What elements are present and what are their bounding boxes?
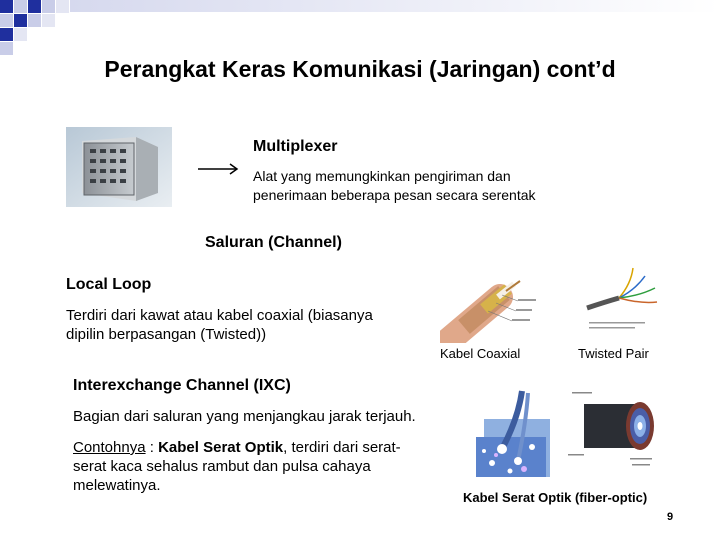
multiplexer-image	[66, 127, 172, 207]
channel-heading: Saluran (Channel)	[205, 234, 342, 251]
local-loop-heading: Local Loop	[66, 276, 152, 293]
twisted-pair-caption: Twisted Pair	[578, 346, 649, 361]
ixc-description: Bagian dari saluran yang menjangkau jarak terjauh.	[73, 408, 416, 425]
multiplexer-heading: Multiplexer	[253, 138, 338, 155]
coaxial-cable-image	[440, 279, 540, 343]
page-number: 9	[667, 511, 674, 523]
example-bold: Kabel Serat Optik	[158, 439, 284, 456]
ixc-example: Contohnya : Kabel Serat Optik, terdiri dari serat- serat kaca sehalus rambut dan pulsa cahaya melewatinya.	[73, 439, 401, 494]
fiber-optic-caption: Kabel Serat Optik (fiber-optic)	[463, 490, 648, 505]
coaxial-caption: Kabel Coaxial	[440, 346, 521, 361]
twisted-pair-image	[585, 262, 663, 334]
fiber-optic-layers-image	[566, 388, 660, 474]
header-gradient-bar	[70, 0, 720, 12]
local-loop-description: Terdiri dari kawat atau kabel coaxial (biasanya dipilin berpasangan (Twisted))	[66, 307, 373, 343]
fiber-optic-bundle-image	[462, 389, 552, 477]
example-prefix: Contohnya	[73, 439, 146, 456]
page-title: Perangkat Keras Komunikasi (Jaringan) cont’d	[104, 56, 616, 82]
arrow-right-icon	[198, 162, 240, 176]
ixc-heading: Interexchange Channel (IXC)	[73, 377, 291, 394]
multiplexer-description: Alat yang memungkinkan pengiriman dan penerimaan beberapa pesan secara serentak	[253, 168, 536, 203]
